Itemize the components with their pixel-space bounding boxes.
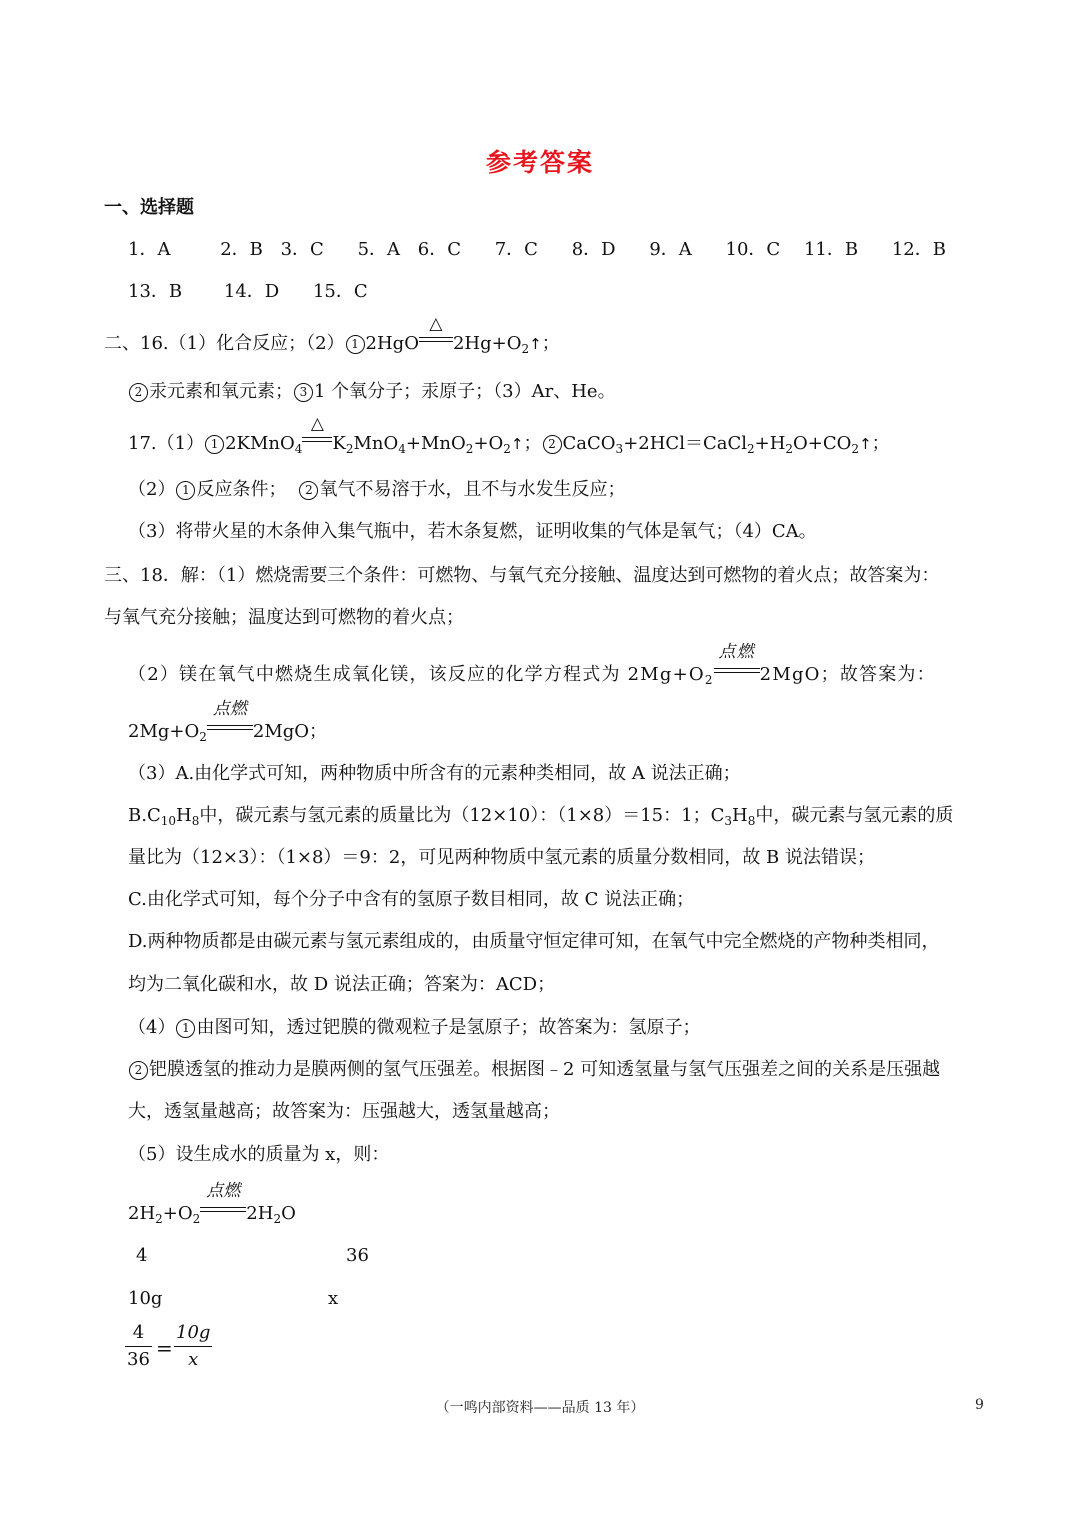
answers-row-1	[128, 238, 946, 262]
circled-number: 1	[176, 1019, 195, 1038]
subscript: 2	[521, 342, 530, 356]
subscript: 2	[851, 442, 860, 456]
given-mass: 10g	[128, 1288, 163, 1309]
q16-line-1	[104, 314, 560, 356]
q17-prefix: 17.（1）	[128, 433, 205, 454]
circled-number: 1	[346, 335, 365, 354]
answer-item: 1．A	[128, 239, 171, 260]
formula: K	[332, 433, 346, 454]
denominator: x	[174, 1346, 212, 1371]
subscript: 3	[724, 814, 733, 828]
text: （2）	[128, 479, 176, 500]
formula: 2HgO	[365, 333, 419, 354]
formula: +O	[473, 433, 504, 454]
reaction-condition	[302, 414, 332, 448]
punct: ；	[541, 333, 560, 354]
punct: ；	[523, 433, 542, 454]
formula: CaCO	[562, 433, 616, 454]
circled-number: 3	[294, 383, 313, 402]
q18-line-3	[128, 642, 936, 687]
formula: H	[732, 805, 748, 826]
q17-line-3: （3）将带火星的木条伸入集气瓶中，若木条复燃，证明收集的气体是氧气；（4）CA。	[128, 521, 817, 542]
answer-item: 5．A	[357, 239, 401, 260]
formula: 2MgO；	[252, 721, 328, 742]
subscript: 2	[273, 1212, 282, 1226]
numerator: 4	[132, 1322, 145, 1343]
answer-item: 6．C	[417, 239, 461, 260]
circled-number: 1	[205, 435, 224, 454]
text: 中，碳元素与氢元素的质	[755, 805, 954, 826]
q18-line-7: 量比为（12×3）：（1×8）＝9：2，可见两种物质中氢元素的质量分数相同，故 B 说法错误；	[128, 847, 875, 868]
reaction-condition	[207, 699, 253, 736]
text: 氧气不易溶于水，且不与水发生反应；	[319, 479, 626, 500]
reaction-condition	[200, 1181, 246, 1218]
circled-number: 2	[129, 1061, 148, 1080]
subscript: 2	[199, 730, 207, 744]
heat-symbol: △	[429, 314, 443, 334]
mass-ratio-h2: 4	[136, 1245, 148, 1266]
subscript: 8	[191, 814, 200, 828]
formula: +H	[754, 433, 786, 454]
q18-line-9: D.两种物质都是由碳元素与氢元素组成的，由质量守恒定律可知，在氧气中完全燃烧的产物种类相同，	[128, 931, 940, 952]
ignite-label: 点燃	[212, 699, 247, 719]
answer-item: 2．B	[220, 239, 263, 260]
formula: MnO	[353, 433, 399, 454]
subscript: 3	[615, 442, 624, 456]
text: 汞元素和氧元素；	[149, 381, 293, 402]
q18-line-13: 大，透氢量越高；故答案为：压强越大，透氢量越高；	[128, 1101, 560, 1122]
numerator: 10g	[176, 1322, 211, 1343]
formula: +MnO	[405, 433, 466, 454]
subscript: 2	[785, 442, 794, 456]
q18-line-5: （3）A.由化学式可知，两种物质中所含有的元素种类相同，故 A 说法正确；	[128, 763, 741, 784]
footer-note: （一鸣内部资料——品质 13 年）	[435, 1400, 645, 1416]
formula: B.C	[128, 805, 161, 826]
text: 由图可知，透过钯膜的微观粒子是氢原子；故答案为：氢原子；	[196, 1017, 701, 1038]
answer-item: 13．B	[128, 281, 183, 302]
answer-item: 14．D	[223, 281, 280, 302]
q18-line-8: C.由化学式可知，每个分子中含有的氢原子数目相同，故 C 说法正确；	[128, 889, 695, 910]
answer-item: 15．C	[312, 281, 368, 302]
text: 中，碳元素与氢元素的质量比为（12×10）：（1×8）＝15：1；C	[199, 805, 725, 826]
formula: +O	[162, 1203, 193, 1224]
equals-sign: =	[156, 1336, 173, 1360]
page-number: 9	[975, 1397, 984, 1413]
answer-item: 11．B	[803, 239, 859, 260]
answer-item: 12．B	[891, 239, 946, 260]
q17-line-2	[128, 478, 625, 502]
formula: +2HCl＝CaCl	[623, 433, 747, 454]
q18-line-11	[128, 1016, 700, 1040]
subscript: 2	[192, 1212, 201, 1226]
subscript: 4	[294, 442, 303, 456]
water-equation	[128, 1181, 296, 1226]
answer-item: 8．D	[571, 239, 616, 260]
unknown-mass: x	[328, 1288, 339, 1309]
circled-number: 2	[543, 435, 562, 454]
subscript: 2	[503, 442, 511, 456]
reaction-condition	[419, 314, 453, 348]
q18-line-2: 与氧气充分接触；温度达到可燃物的着火点；	[104, 607, 464, 628]
text: 2MgO；故答案为：	[759, 664, 936, 685]
subscript: 2	[465, 442, 474, 456]
reaction-condition	[714, 642, 760, 679]
text: 钯膜透氢的推动力是膜两侧的氢气压强差。根据图﹣2 可知透氢量与氢气压强差之间的关系是压强越	[149, 1059, 941, 1080]
formula: 2Hg+O	[452, 333, 522, 354]
q18-line-10: 均为二氧化碳和水，故 D 说法正确；答案为：ACD；	[128, 974, 556, 995]
denominator: 36	[125, 1346, 152, 1371]
up-arrow-icon: ↑	[859, 435, 872, 453]
q18-line-1: 三、18．解：（1）燃烧需要三个条件：可燃物、与氧气充分接触、温度达到可燃物的着火点；故答案为：	[104, 565, 940, 586]
mass-ratio-h2o: 36	[346, 1245, 369, 1266]
answer-item: 7．C	[494, 239, 538, 260]
subscript: 2	[746, 442, 755, 456]
formula: H	[176, 805, 192, 826]
text: 1 个氧分子；汞原子；（3）Ar、He。	[314, 381, 616, 402]
q17-line-1	[128, 414, 890, 456]
subscript: 2	[704, 673, 714, 687]
subscript: 4	[398, 442, 406, 456]
q16-line-2	[128, 380, 616, 404]
text: （4）	[128, 1017, 176, 1038]
subscript: 8	[747, 814, 756, 828]
up-arrow-icon: ↑	[529, 335, 542, 353]
q18-line-6	[128, 804, 953, 828]
circled-number: 1	[176, 481, 195, 500]
punct: ；	[871, 433, 890, 454]
section-heading-choice: 一、选择题	[104, 197, 194, 218]
circled-number: 2	[129, 383, 148, 402]
subscript: 2	[155, 1212, 163, 1226]
formula: 2H	[128, 1203, 156, 1224]
fraction-left	[125, 1322, 152, 1371]
q18-line-14: （5）设生成水的质量为 x，则：	[128, 1144, 390, 1165]
formula: O	[281, 1203, 296, 1224]
ignite-label: 点燃	[206, 1181, 241, 1201]
formula: 2H	[246, 1203, 274, 1224]
answer-item: 10．C	[725, 239, 781, 260]
heat-symbol: △	[310, 414, 324, 434]
answer-item: 9．A	[649, 239, 692, 260]
subscript: 10	[160, 814, 177, 828]
ignite-label: 点燃	[718, 642, 755, 662]
fraction-right	[174, 1322, 212, 1371]
answers-row-2	[128, 280, 368, 304]
up-arrow-icon: ↑	[510, 435, 524, 453]
q18-line-4	[128, 699, 328, 744]
subscript: 2	[345, 442, 354, 456]
text: 反应条件；	[196, 479, 287, 500]
page-title: 参考答案	[485, 148, 594, 177]
circled-number: 2	[299, 481, 318, 500]
text: （2）镁在氧气中燃烧生成氧化镁，该反应的化学方程式为 2Mg+O	[128, 664, 705, 685]
q18-line-12	[128, 1058, 940, 1082]
answer-item: 3．C	[280, 239, 324, 260]
formula: 2Mg+O	[128, 721, 200, 742]
formula: O+CO	[793, 433, 852, 454]
formula: 2KMnO	[225, 433, 295, 454]
q16-prefix: 二、16.（1）化合反应；（2）	[104, 333, 345, 354]
